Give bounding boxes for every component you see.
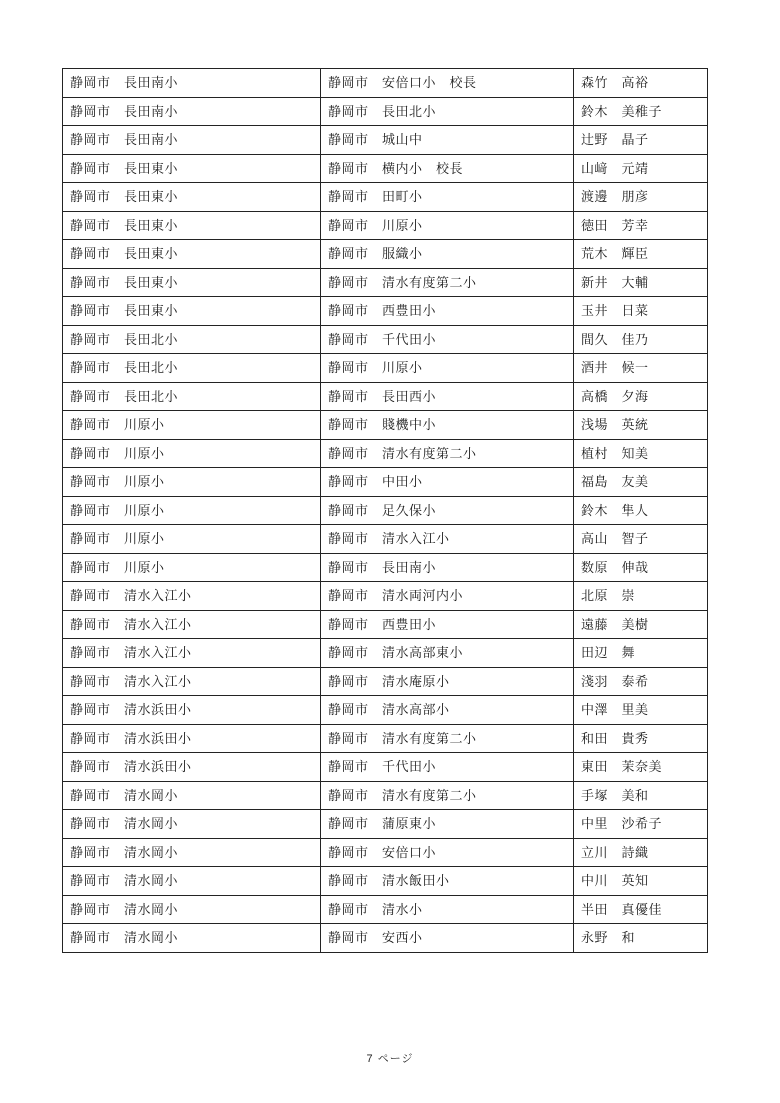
table-row	[63, 69, 708, 98]
cell-c1: 静岡市 長田南小	[63, 126, 321, 155]
table-row	[63, 867, 708, 896]
cell-c1: 静岡市 長田東小	[63, 297, 321, 326]
table-row	[63, 325, 708, 354]
cell-c3: 森竹 高裕	[574, 69, 708, 98]
cell-c3: 和田 貴秀	[574, 724, 708, 753]
table-row	[63, 553, 708, 582]
table-row	[63, 724, 708, 753]
table-row	[63, 496, 708, 525]
cell-c2: 静岡市 安倍口小	[321, 838, 574, 867]
table-row	[63, 610, 708, 639]
cell-c3: 数原 伸哉	[574, 553, 708, 582]
cell-c2: 静岡市 千代田小	[321, 753, 574, 782]
cell-c3: 酒井 候一	[574, 354, 708, 383]
cell-c1: 静岡市 長田北小	[63, 354, 321, 383]
table-row	[63, 667, 708, 696]
cell-c2: 静岡市 清水高部小	[321, 696, 574, 725]
cell-c1: 静岡市 長田北小	[63, 325, 321, 354]
table-row	[63, 639, 708, 668]
cell-c3: 中澤 里美	[574, 696, 708, 725]
cell-c3: 浅場 英統	[574, 411, 708, 440]
page-number: 7 ページ	[366, 1053, 414, 1065]
cell-c2: 静岡市 服織小	[321, 240, 574, 269]
table-row	[63, 154, 708, 183]
cell-c3: 高山 智子	[574, 525, 708, 554]
cell-c1: 静岡市 清水入江小	[63, 667, 321, 696]
table-row	[63, 211, 708, 240]
cell-c2: 静岡市 安西小	[321, 924, 574, 953]
table-row	[63, 582, 708, 611]
cell-c1: 静岡市 長田東小	[63, 268, 321, 297]
cell-c2: 静岡市 千代田小	[321, 325, 574, 354]
cell-c1: 静岡市 清水浜田小	[63, 696, 321, 725]
cell-c3: 遠藤 美樹	[574, 610, 708, 639]
cell-c2: 静岡市 清水庵原小	[321, 667, 574, 696]
cell-c2: 静岡市 西豊田小	[321, 297, 574, 326]
cell-c2: 静岡市 清水入江小	[321, 525, 574, 554]
cell-c1: 静岡市 川原小	[63, 496, 321, 525]
table-row	[63, 810, 708, 839]
cell-c3: 北原 崇	[574, 582, 708, 611]
assignment-table	[62, 68, 708, 953]
cell-c2: 静岡市 田町小	[321, 183, 574, 212]
cell-c1: 静岡市 川原小	[63, 468, 321, 497]
cell-c2: 静岡市 清水有度第二小	[321, 268, 574, 297]
cell-c3: 荒木 輝臣	[574, 240, 708, 269]
cell-c1: 静岡市 清水入江小	[63, 639, 321, 668]
cell-c3: 徳田 芳幸	[574, 211, 708, 240]
table-row	[63, 924, 708, 953]
cell-c3: 間久 佳乃	[574, 325, 708, 354]
table-row	[63, 439, 708, 468]
cell-c1: 静岡市 清水岡小	[63, 895, 321, 924]
table-row	[63, 354, 708, 383]
table-row	[63, 525, 708, 554]
assignment-table-body	[63, 69, 708, 953]
cell-c1: 静岡市 長田南小	[63, 97, 321, 126]
cell-c2: 静岡市 賤機中小	[321, 411, 574, 440]
cell-c3: 辻野 晶子	[574, 126, 708, 155]
table-row	[63, 183, 708, 212]
cell-c3: 中川 英知	[574, 867, 708, 896]
cell-c2: 静岡市 清水有度第二小	[321, 781, 574, 810]
cell-c3: 半田 真優佳	[574, 895, 708, 924]
cell-c3: 山﨑 元靖	[574, 154, 708, 183]
cell-c2: 静岡市 清水飯田小	[321, 867, 574, 896]
cell-c1: 静岡市 清水浜田小	[63, 724, 321, 753]
cell-c1: 静岡市 長田北小	[63, 382, 321, 411]
cell-c2: 静岡市 川原小	[321, 354, 574, 383]
cell-c2: 静岡市 横内小 校長	[321, 154, 574, 183]
cell-c2: 静岡市 清水小	[321, 895, 574, 924]
cell-c3: 田辺 舞	[574, 639, 708, 668]
cell-c2: 静岡市 西豊田小	[321, 610, 574, 639]
cell-c2: 静岡市 長田北小	[321, 97, 574, 126]
cell-c1: 静岡市 清水入江小	[63, 610, 321, 639]
cell-c2: 静岡市 川原小	[321, 211, 574, 240]
table-row	[63, 781, 708, 810]
table-row	[63, 411, 708, 440]
cell-c1: 静岡市 清水入江小	[63, 582, 321, 611]
table-row	[63, 468, 708, 497]
cell-c1: 静岡市 川原小	[63, 411, 321, 440]
cell-c3: 渡邊 朋彦	[574, 183, 708, 212]
cell-c2: 静岡市 清水有度第二小	[321, 724, 574, 753]
cell-c3: 玉井 日菜	[574, 297, 708, 326]
cell-c1: 静岡市 清水岡小	[63, 838, 321, 867]
cell-c3: 東田 茉奈美	[574, 753, 708, 782]
cell-c3: 中里 沙希子	[574, 810, 708, 839]
cell-c1: 静岡市 清水岡小	[63, 810, 321, 839]
cell-c2: 静岡市 長田西小	[321, 382, 574, 411]
table-row	[63, 297, 708, 326]
cell-c1: 静岡市 長田南小	[63, 69, 321, 98]
cell-c3: 福島 友美	[574, 468, 708, 497]
cell-c1: 静岡市 川原小	[63, 439, 321, 468]
cell-c1: 静岡市 長田東小	[63, 240, 321, 269]
cell-c3: 高橋 夕海	[574, 382, 708, 411]
table-row	[63, 97, 708, 126]
cell-c1: 静岡市 長田東小	[63, 154, 321, 183]
cell-c2: 静岡市 中田小	[321, 468, 574, 497]
cell-c2: 静岡市 蒲原東小	[321, 810, 574, 839]
cell-c2: 静岡市 清水有度第二小	[321, 439, 574, 468]
cell-c3: 立川 詩織	[574, 838, 708, 867]
cell-c2: 静岡市 清水高部東小	[321, 639, 574, 668]
table-row	[63, 696, 708, 725]
cell-c3: 新井 大輔	[574, 268, 708, 297]
cell-c2: 静岡市 長田南小	[321, 553, 574, 582]
cell-c2: 静岡市 安倍口小 校長	[321, 69, 574, 98]
table-row	[63, 382, 708, 411]
cell-c1: 静岡市 川原小	[63, 525, 321, 554]
table-row	[63, 268, 708, 297]
table-row	[63, 895, 708, 924]
cell-c3: 永野 和	[574, 924, 708, 953]
cell-c1: 静岡市 清水岡小	[63, 867, 321, 896]
cell-c1: 静岡市 清水浜田小	[63, 753, 321, 782]
table-row	[63, 753, 708, 782]
cell-c1: 静岡市 長田東小	[63, 183, 321, 212]
cell-c3: 鈴木 隼人	[574, 496, 708, 525]
cell-c2: 静岡市 清水両河内小	[321, 582, 574, 611]
cell-c3: 手塚 美和	[574, 781, 708, 810]
cell-c2: 静岡市 足久保小	[321, 496, 574, 525]
table-row	[63, 240, 708, 269]
cell-c1: 静岡市 清水岡小	[63, 924, 321, 953]
cell-c3: 淺羽 泰希	[574, 667, 708, 696]
cell-c3: 植村 知美	[574, 439, 708, 468]
table-row	[63, 126, 708, 155]
table-row	[63, 838, 708, 867]
cell-c1: 静岡市 清水岡小	[63, 781, 321, 810]
cell-c1: 静岡市 長田東小	[63, 211, 321, 240]
cell-c1: 静岡市 川原小	[63, 553, 321, 582]
cell-c3: 鈴木 美稚子	[574, 97, 708, 126]
cell-c2: 静岡市 城山中	[321, 126, 574, 155]
